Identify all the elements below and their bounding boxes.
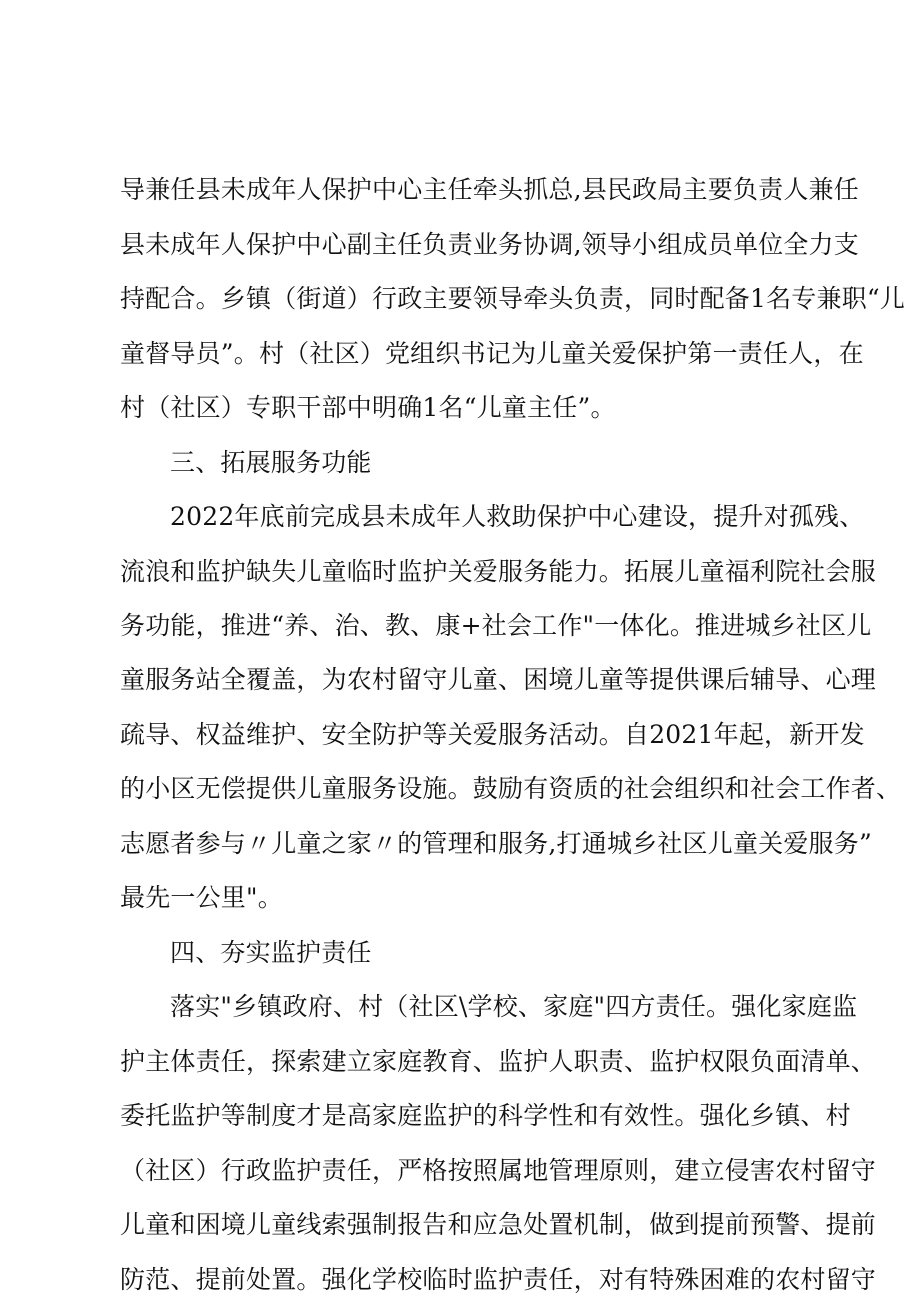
paragraph-1-line-3: 持配合。乡镇（街道）行政主要领导牵头负责，同时配备1名专兼职“儿 xyxy=(120,284,906,313)
paragraph-2-line-4: 童服务站全覆盖，为农村留守儿童、困境儿童等提供课后辅导、心理 xyxy=(120,665,877,694)
paragraph-2-line-3: 务功能，推进“养、治、教、康+社会工作"一体化。推进城乡社区儿 xyxy=(120,611,872,640)
paragraph-2-line-7: 志愿者参与〃儿童之家〃的管理和服务,打通城乡社区儿童关爱服务” xyxy=(120,829,872,858)
paragraph-2-line-6: 的小区无偿提供儿童服务设施。鼓励有资质的社会组织和社会工作者、 xyxy=(120,774,902,803)
paragraph-1-line-1: 导兼任县未成年人保护中心主任牵头抓总,县民政局主要负责人兼任 xyxy=(120,175,859,204)
paragraph-3-line-4: （社区）行政监护责任，严格按照属地管理原则，建立侵害农村留守 xyxy=(120,1156,877,1185)
paragraph-1-line-4: 童督导员”。村（社区）党组织书记为儿童关爱保护第一责任人，在 xyxy=(120,339,864,368)
paragraph-1-line-2: 县未成年人保护中心副主任负责业务协调,领导小组成员单位全力支 xyxy=(120,230,859,259)
paragraph-3-line-5: 儿童和困境儿童线索强制报告和应急处置机制，做到提前预警、提前 xyxy=(120,1210,877,1239)
paragraph-3-line-6: 防范、提前处置。强化学校临时监护责任，对有特殊困难的农村留守 xyxy=(120,1265,877,1294)
paragraph-3-line-3: 委托监护等制度才是高家庭监护的科学性和有效性。强化乡镇、村 xyxy=(120,1101,851,1130)
paragraph-3-line-2: 护主体责任，探索建立家庭教育、监护人职责、监护权限负面清单、 xyxy=(120,1047,877,1076)
paragraph-2-line-2: 流浪和监护缺失儿童临时监护关爱服务能力。拓展儿童福利院社会服 xyxy=(120,557,877,586)
paragraph-2-line-5: 疏导、权益维护、安全防护等关爱服务活动。自2021年起，新开发 xyxy=(120,720,865,749)
section-heading-3: 三、拓展服务功能 xyxy=(170,448,372,477)
paragraph-2-line-8: 最先一公里"。 xyxy=(120,883,283,912)
section-heading-4: 四、夯实监护责任 xyxy=(170,938,372,967)
paragraph-3-line-1: 落实"乡镇政府、村（社区\学校、家庭"四方责任。强化家庭监 xyxy=(170,992,858,1021)
paragraph-2-line-1: 2022年底前完成县未成年人救助保护中心建设，提升对孤残、 xyxy=(170,502,865,531)
paragraph-1-line-5: 村（社区）专职干部中明确1名“儿童主任”。 xyxy=(120,393,616,422)
